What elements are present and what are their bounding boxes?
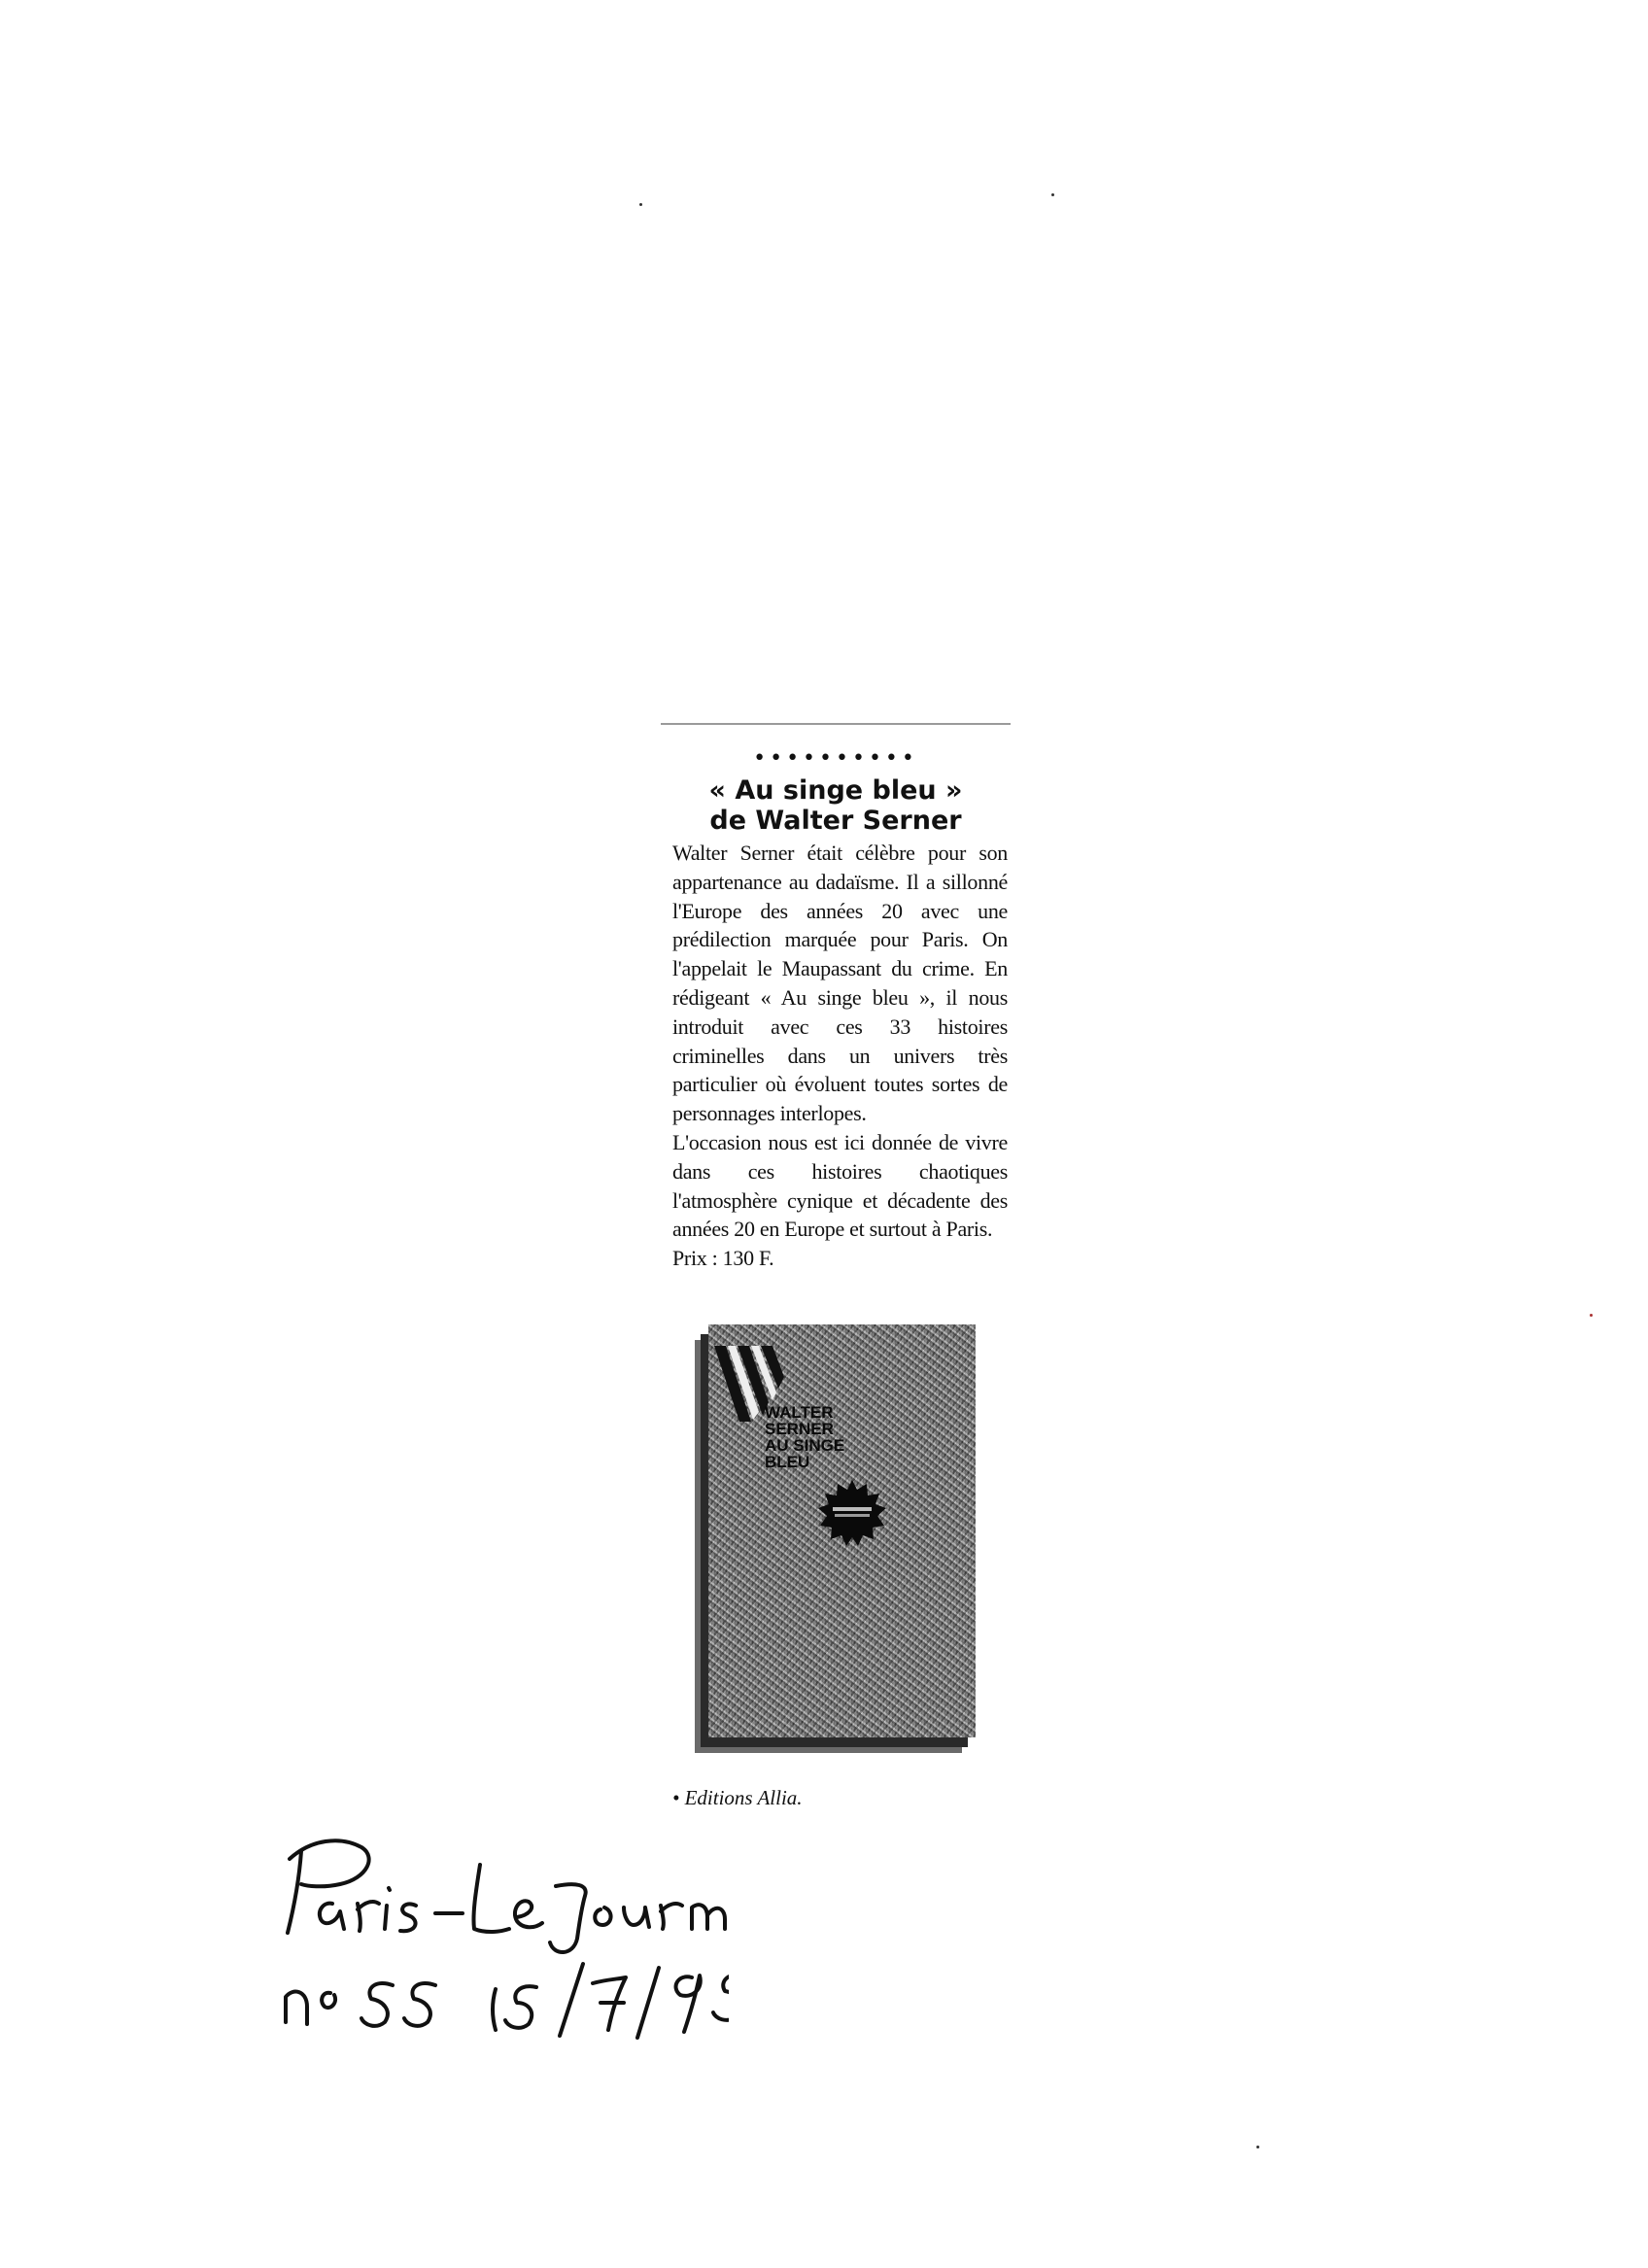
clipping-top-rule: [661, 723, 1011, 725]
photo-caption: • Editions Allia.: [672, 1786, 803, 1809]
starburst-badge-icon: [817, 1478, 887, 1548]
article-headline: [661, 775, 1011, 836]
cover-title-line-3: AU SINGE: [765, 1436, 845, 1455]
article-body: [672, 839, 1008, 1273]
headline-line-2: de Walter Serner: [709, 806, 962, 836]
headline-line-1: « Au singe bleu »: [708, 775, 963, 806]
cover-title-line-4: BLEU: [765, 1453, 810, 1471]
article-paragraph-1: Walter Serner était célèbre pour son appartenance au dadaïsme. Il a sillonné l'Europe des années 20 avec une prédilection marquée pour Paris. On l'appelait le Maupassant du crime. En rédigeant « Au singe bleu », il nous introduit avec ces 33 histoires criminelles dans un univers très particulier où évoluent toutes sortes de personnages interlopes.: [672, 841, 1008, 1126]
scan-speck: [1051, 193, 1054, 196]
scan-speck: [1256, 2146, 1259, 2148]
cover-title: [765, 1404, 844, 1470]
scan-speck: [639, 203, 642, 206]
cover-title-line-2: SERNER: [765, 1420, 834, 1438]
book-cover-image: [708, 1324, 976, 1737]
article-paragraph-2: L'occasion nous est ici donnée de vivre dans ces histoires chaotiques l'atmosphère cynique et décadente des années 20 en Europe et surtout à Paris.: [672, 1129, 1008, 1242]
cover-title-line-1: WALTER: [765, 1403, 834, 1422]
handwritten-annotation: [272, 1832, 729, 2055]
article-price: Prix : 130 F.: [672, 1246, 774, 1271]
ornament-dots: ••••••••••: [753, 746, 918, 771]
scan-speck: [1590, 1314, 1593, 1317]
